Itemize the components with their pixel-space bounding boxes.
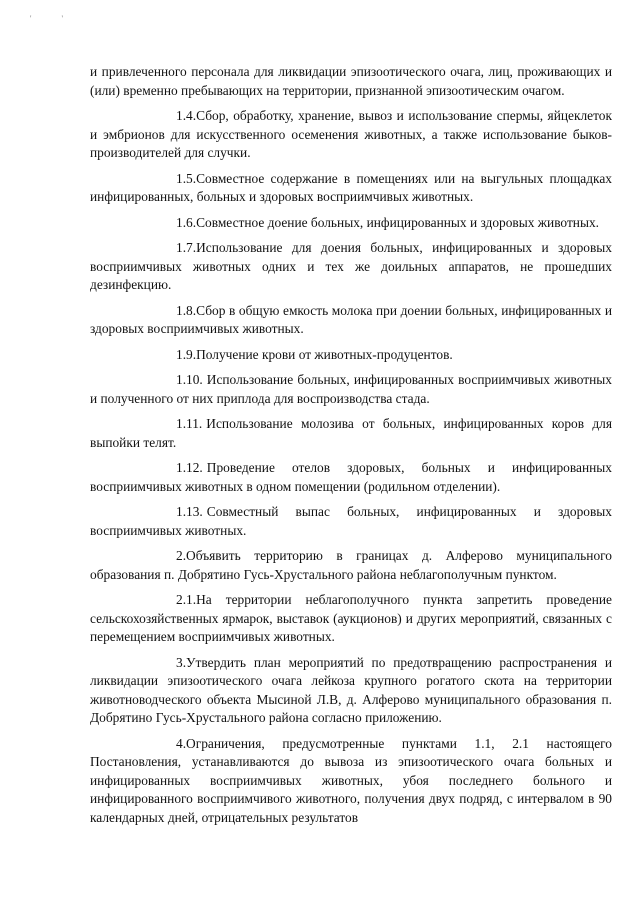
paragraph-number: 2. bbox=[176, 548, 187, 563]
paragraph-number: 1.7. bbox=[176, 240, 197, 255]
paragraph-number: 1.5. bbox=[176, 170, 197, 186]
paragraph-number: 1.6. bbox=[176, 214, 197, 230]
paragraph-1-7 bbox=[90, 239, 612, 295]
paragraph-4 bbox=[90, 735, 612, 828]
paragraph-number: 1.10. bbox=[176, 372, 203, 387]
document-body bbox=[90, 63, 612, 834]
paragraph-text: и привлеченного персонала для ликвидации эпизоотического очага, лиц, проживающих и (или) временно пребывающих на территории, признанной эпизоотическим очагом. bbox=[90, 64, 612, 98]
paragraph-text: Использование молозива от больных, инфицированных коров для выпойки телят. bbox=[90, 416, 612, 450]
paragraph-text: Проведение отелов здоровых, больных и инфицированных восприимчивых животных в одном помещении (родильном отделении). bbox=[90, 460, 612, 494]
paragraph-number: 1.4. bbox=[176, 108, 197, 123]
paragraph-text: Сбор в общую емкость молока при доении больных, инфицированных и здоровых восприимчивых животных. bbox=[90, 302, 612, 336]
paragraph-1-6 bbox=[90, 214, 612, 233]
paragraph-continuation bbox=[90, 63, 612, 100]
paragraph-number: 1.13. bbox=[176, 504, 203, 519]
paragraph-2-1 bbox=[90, 591, 612, 647]
paragraph-number: 1.11. bbox=[176, 416, 203, 431]
paragraph-1-11 bbox=[90, 415, 612, 452]
paragraph-number: 1.8. bbox=[176, 302, 197, 318]
paragraph-number: 1.12. bbox=[176, 460, 203, 475]
paragraph-3 bbox=[90, 654, 612, 728]
paragraph-text: Получение крови от животных-продуцентов. bbox=[196, 346, 453, 362]
paragraph-text: Совместное содержание в помещениях или на выгульных площадках инфицированных, больных и здоровых восприимчивых животных. bbox=[90, 170, 612, 204]
paragraph-1-4 bbox=[90, 107, 612, 163]
paragraph-text: Утвердить план мероприятий по предотвращению распространения и ликвидации эпизоотического очага лейкоза крупного рогатого скота на территории животноводческого объекта Мысиной Л.В, д. Алферово муниципального образования п. Добрятино Гусь-Хрустального района согласно приложению. bbox=[90, 654, 612, 725]
paragraph-1-9 bbox=[90, 346, 612, 365]
paragraph-text: Совместный выпас больных, инфицированных и здоровых восприимчивых животных. bbox=[90, 504, 612, 538]
paragraph-1-10 bbox=[90, 371, 612, 408]
paragraph-1-13 bbox=[90, 503, 612, 540]
paragraph-number: 2.1. bbox=[176, 592, 197, 607]
paragraph-number: 3. bbox=[176, 654, 187, 670]
paragraph-number: 4. bbox=[176, 735, 187, 751]
paragraph-text: Сбор, обработку, хранение, вывоз и использование спермы, яйцеклеток и эмбрионов для искусственного осеменения животных, а также использование быков-производителей для случки. bbox=[90, 108, 612, 160]
scan-marks: ' ' bbox=[30, 14, 77, 23]
paragraph-1-5 bbox=[90, 170, 612, 207]
paragraph-1-12 bbox=[90, 459, 612, 496]
paragraph-1-8 bbox=[90, 302, 612, 339]
paragraph-text: На территории неблагополучного пункта запретить проведение сельскохозяйственных ярмарок, выставок (аукционов) и других мероприятий, связанных с перемещением восприимчивых животных. bbox=[90, 592, 612, 644]
paragraph-text: Совместное доение больных, инфицированных и здоровых животных. bbox=[196, 214, 599, 230]
paragraph-text: Использование для доения больных, инфицированных и здоровых восприимчивых животных одних и тех же доильных аппаратов, не прошедших дезинфекцию. bbox=[90, 240, 612, 292]
paragraph-text: Использование больных, инфицированных восприимчивых животных и полученного от них приплода для воспроизводства стада. bbox=[90, 372, 612, 406]
paragraph-number: 1.9. bbox=[176, 346, 197, 362]
paragraph-text: Объявить территорию в границах д. Алферово муниципального образования п. Добрятино Гусь-Хрустального района неблагополучным пунктом. bbox=[90, 548, 612, 582]
paragraph-2 bbox=[90, 547, 612, 584]
paragraph-text: Ограничения, предусмотренные пунктами 1.1, 2.1 настоящего Постановления, устанавливаются до вывоза из эпизоотического очага больных и инфицированных восприимчивых животных, убоя последнего больного и инфицированного восприимчивого животного, получения двух подряд, с интервалом в 90 календарных дней, отрицательных результатов bbox=[90, 735, 612, 825]
